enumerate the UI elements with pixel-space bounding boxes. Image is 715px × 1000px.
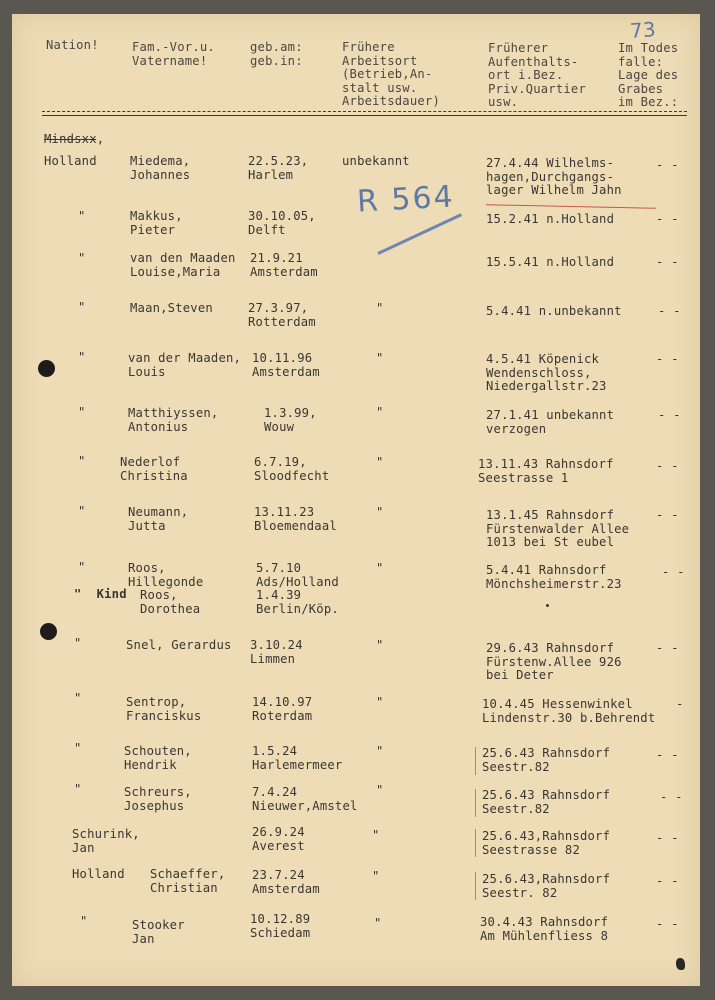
entry-work: ": [374, 916, 382, 930]
header-workplace: Frühere Arbeitsort (Betrieb,An- stalt usw. Arbeitsdauer): [342, 40, 440, 108]
header-nation: Nation!: [46, 38, 99, 52]
entry-name: Neumann, Jutta: [128, 505, 189, 533]
red-margin-mark: [475, 872, 476, 900]
entry-nation: ": [74, 741, 82, 755]
entry-work: ": [376, 405, 384, 419]
entry-name: Roos, Dorothea: [140, 588, 201, 616]
entry-birth: 1.3.99, Wouw: [264, 406, 317, 434]
red-underline: [486, 204, 656, 209]
entry-grave: - -: [656, 255, 679, 269]
header-name: Fam.-Vor.u. Vatername!: [132, 40, 215, 68]
entry-grave: - -: [656, 917, 679, 931]
entry-grave: - -: [656, 831, 679, 845]
entry-birth: 13.11.23 Bloemendaal: [254, 505, 337, 533]
page-number: 73: [629, 17, 657, 43]
entry-work: ": [376, 561, 384, 575]
entry-residence: 10.4.45 Hessenwinkel Lindenstr.30 b.Behrendt: [482, 697, 656, 725]
entry-work: ": [372, 869, 380, 883]
entry-residence: 30.4.43 Rahnsdorf Am Mühlenfliess 8: [480, 915, 609, 943]
entry-grave: -: [676, 697, 684, 711]
header-rule-solid: [42, 115, 687, 116]
entry-birth: 21.9.21 Amsterdam: [250, 251, 318, 279]
entry-name: Snel, Gerardus: [126, 638, 232, 652]
entry-name: Miedema, Johannes: [130, 154, 191, 182]
entry-residence: 25.6.43,Rahnsdorf Seestrasse 82: [482, 829, 611, 857]
red-margin-mark: [475, 747, 476, 775]
entry-residence: 4.5.41 Köpenick Wendenschloss, Niedergallstr.23: [486, 352, 607, 393]
entry-work: unbekannt: [342, 154, 410, 168]
entry-grave: - -: [656, 748, 679, 762]
entry-nation: ": [74, 636, 82, 650]
red-margin-mark: [475, 829, 476, 857]
entry-nation: ": [78, 560, 86, 574]
header-rule: [42, 111, 687, 112]
entry-work: ": [376, 455, 384, 469]
entry-grave: - -: [658, 408, 681, 422]
entry-grave: - -: [656, 352, 679, 366]
ink-dot: [546, 604, 549, 607]
entry-birth: 7.4.24 Nieuwer,Amstel: [252, 785, 358, 813]
entry-birth: 22.5.23, Harlem: [248, 154, 309, 182]
entry-work: ": [376, 505, 384, 519]
struck-word-line: [44, 139, 96, 140]
entry-birth: 10.12.89 Schiedam: [250, 912, 311, 940]
entry-name: Schouten, Hendrik: [124, 744, 192, 772]
entry-nation: ": [80, 914, 88, 928]
entry-grave: - -: [658, 304, 681, 318]
entry-residence: 29.6.43 Rahnsdorf Fürstenw.Allee 926 bei Deter: [486, 641, 622, 682]
entry-birth: 1.5.24 Harlemermeer: [252, 744, 343, 772]
entry-grave: - -: [660, 790, 683, 804]
entry-grave: - -: [656, 641, 679, 655]
entry-nation: ": [78, 300, 86, 314]
entry-grave: - -: [656, 212, 679, 226]
entry-name: Roos, Hillegonde: [128, 561, 204, 589]
entry-residence: 5.4.41 Rahnsdorf Mönchsheimerstr.23: [486, 563, 622, 591]
entry-residence: 27.1.41 unbekannt verzogen: [486, 408, 615, 436]
entry-nation: ": [74, 691, 82, 705]
entry-residence: 25.6.43 Rahnsdorf Seestr.82: [482, 746, 611, 774]
entry-name: Nederlof Christina: [120, 455, 188, 483]
entry-residence: 5.4.41 n.unbekannt: [486, 304, 622, 318]
pencil-note: R 564: [356, 179, 456, 220]
struck-word: Mindsxx,: [44, 132, 105, 146]
entry-residence: 13.11.43 Rahnsdorf Seestrasse 1: [478, 457, 614, 485]
pencil-stroke: [377, 213, 462, 255]
entry-birth: 26.9.24 Averest: [252, 825, 305, 853]
header-residence: Früherer Aufenthalts- ort i.Bez. Priv.Quartier usw.: [488, 41, 586, 109]
entry-grave: - -: [656, 158, 679, 172]
entry-work: ": [376, 301, 384, 315]
entry-grave: - -: [656, 508, 679, 522]
entry-birth: 6.7.19, Sloodfecht: [254, 455, 330, 483]
entry-residence: 15.2.41 n.Holland: [486, 212, 615, 226]
entry-name: van den Maaden Louise,Maria: [130, 251, 236, 279]
red-margin-mark: [475, 789, 476, 817]
entry-birth: 10.11.96 Amsterdam: [252, 351, 320, 379]
entry-name: Makkus, Pieter: [130, 209, 183, 237]
entry-nation: ": [78, 454, 86, 468]
entry-nation: ": [78, 209, 86, 223]
entry-residence: 27.4.44 Wilhelms- hagen,Durchgangs- lager Wilhelm Jahn: [486, 156, 622, 197]
entry-birth: 23.7.24 Amsterdam: [252, 868, 320, 896]
entry-nation: ": [78, 504, 86, 518]
entry-work: ": [376, 351, 384, 365]
entry-nation: " Kind: [74, 587, 127, 601]
ink-blot: [676, 958, 685, 970]
entry-nation: ": [78, 350, 86, 364]
entry-work: ": [372, 828, 380, 842]
entry-nation: ": [78, 405, 86, 419]
entry-name: Schaeffer, Christian: [150, 867, 226, 895]
entry-birth: 1.4.39 Berlin/Köp.: [256, 588, 339, 616]
entry-birth: 5.7.10 Ads/Holland: [256, 561, 339, 589]
entry-work: ": [376, 695, 384, 709]
entry-nation: Holland: [72, 867, 125, 881]
entry-birth: 27.3.97, Rotterdam: [248, 301, 316, 329]
entry-work: ": [376, 744, 384, 758]
entry-nation: ": [78, 251, 86, 265]
entry-residence: 25.6.43,Rahnsdorf Seestr. 82: [482, 872, 611, 900]
entry-name: Matthiyssen, Antonius: [128, 406, 219, 434]
entry-work: ": [376, 638, 384, 652]
entry-name: Sentrop, Franciskus: [126, 695, 202, 723]
entry-name: Schreurs, Josephus: [124, 785, 192, 813]
entry-nation: ": [74, 782, 82, 796]
punch-hole: [38, 360, 55, 377]
entry-name: Stooker Jan: [132, 918, 185, 946]
entry-birth: 3.10.24 Limmen: [250, 638, 303, 666]
entry-grave: - -: [656, 874, 679, 888]
entry-residence: 25.6.43 Rahnsdorf Seestr.82: [482, 788, 611, 816]
header-grave: Im Todes falle: Lage des Grabes im Bez.:: [618, 41, 679, 109]
document-page: [12, 14, 700, 986]
punch-hole: [40, 623, 57, 640]
entry-name: van der Maaden, Louis: [128, 351, 242, 379]
entry-residence: 15.5.41 n.Holland: [486, 255, 615, 269]
entry-work: ": [376, 783, 384, 797]
header-birth: geb.am: geb.in:: [250, 40, 303, 68]
entry-nation: Holland: [44, 154, 97, 168]
entry-name: Maan,Steven: [130, 301, 213, 315]
entry-grave: - -: [656, 459, 679, 473]
entry-birth: 14.10.97 Roterdam: [252, 695, 313, 723]
entry-birth: 30.10.05, Delft: [248, 209, 316, 237]
entry-residence: 13.1.45 Rahnsdorf Fürstenwalder Allee 1013 bei St eubel: [486, 508, 630, 549]
entry-name: Schurink, Jan: [72, 827, 140, 855]
entry-grave: - -: [662, 565, 685, 579]
